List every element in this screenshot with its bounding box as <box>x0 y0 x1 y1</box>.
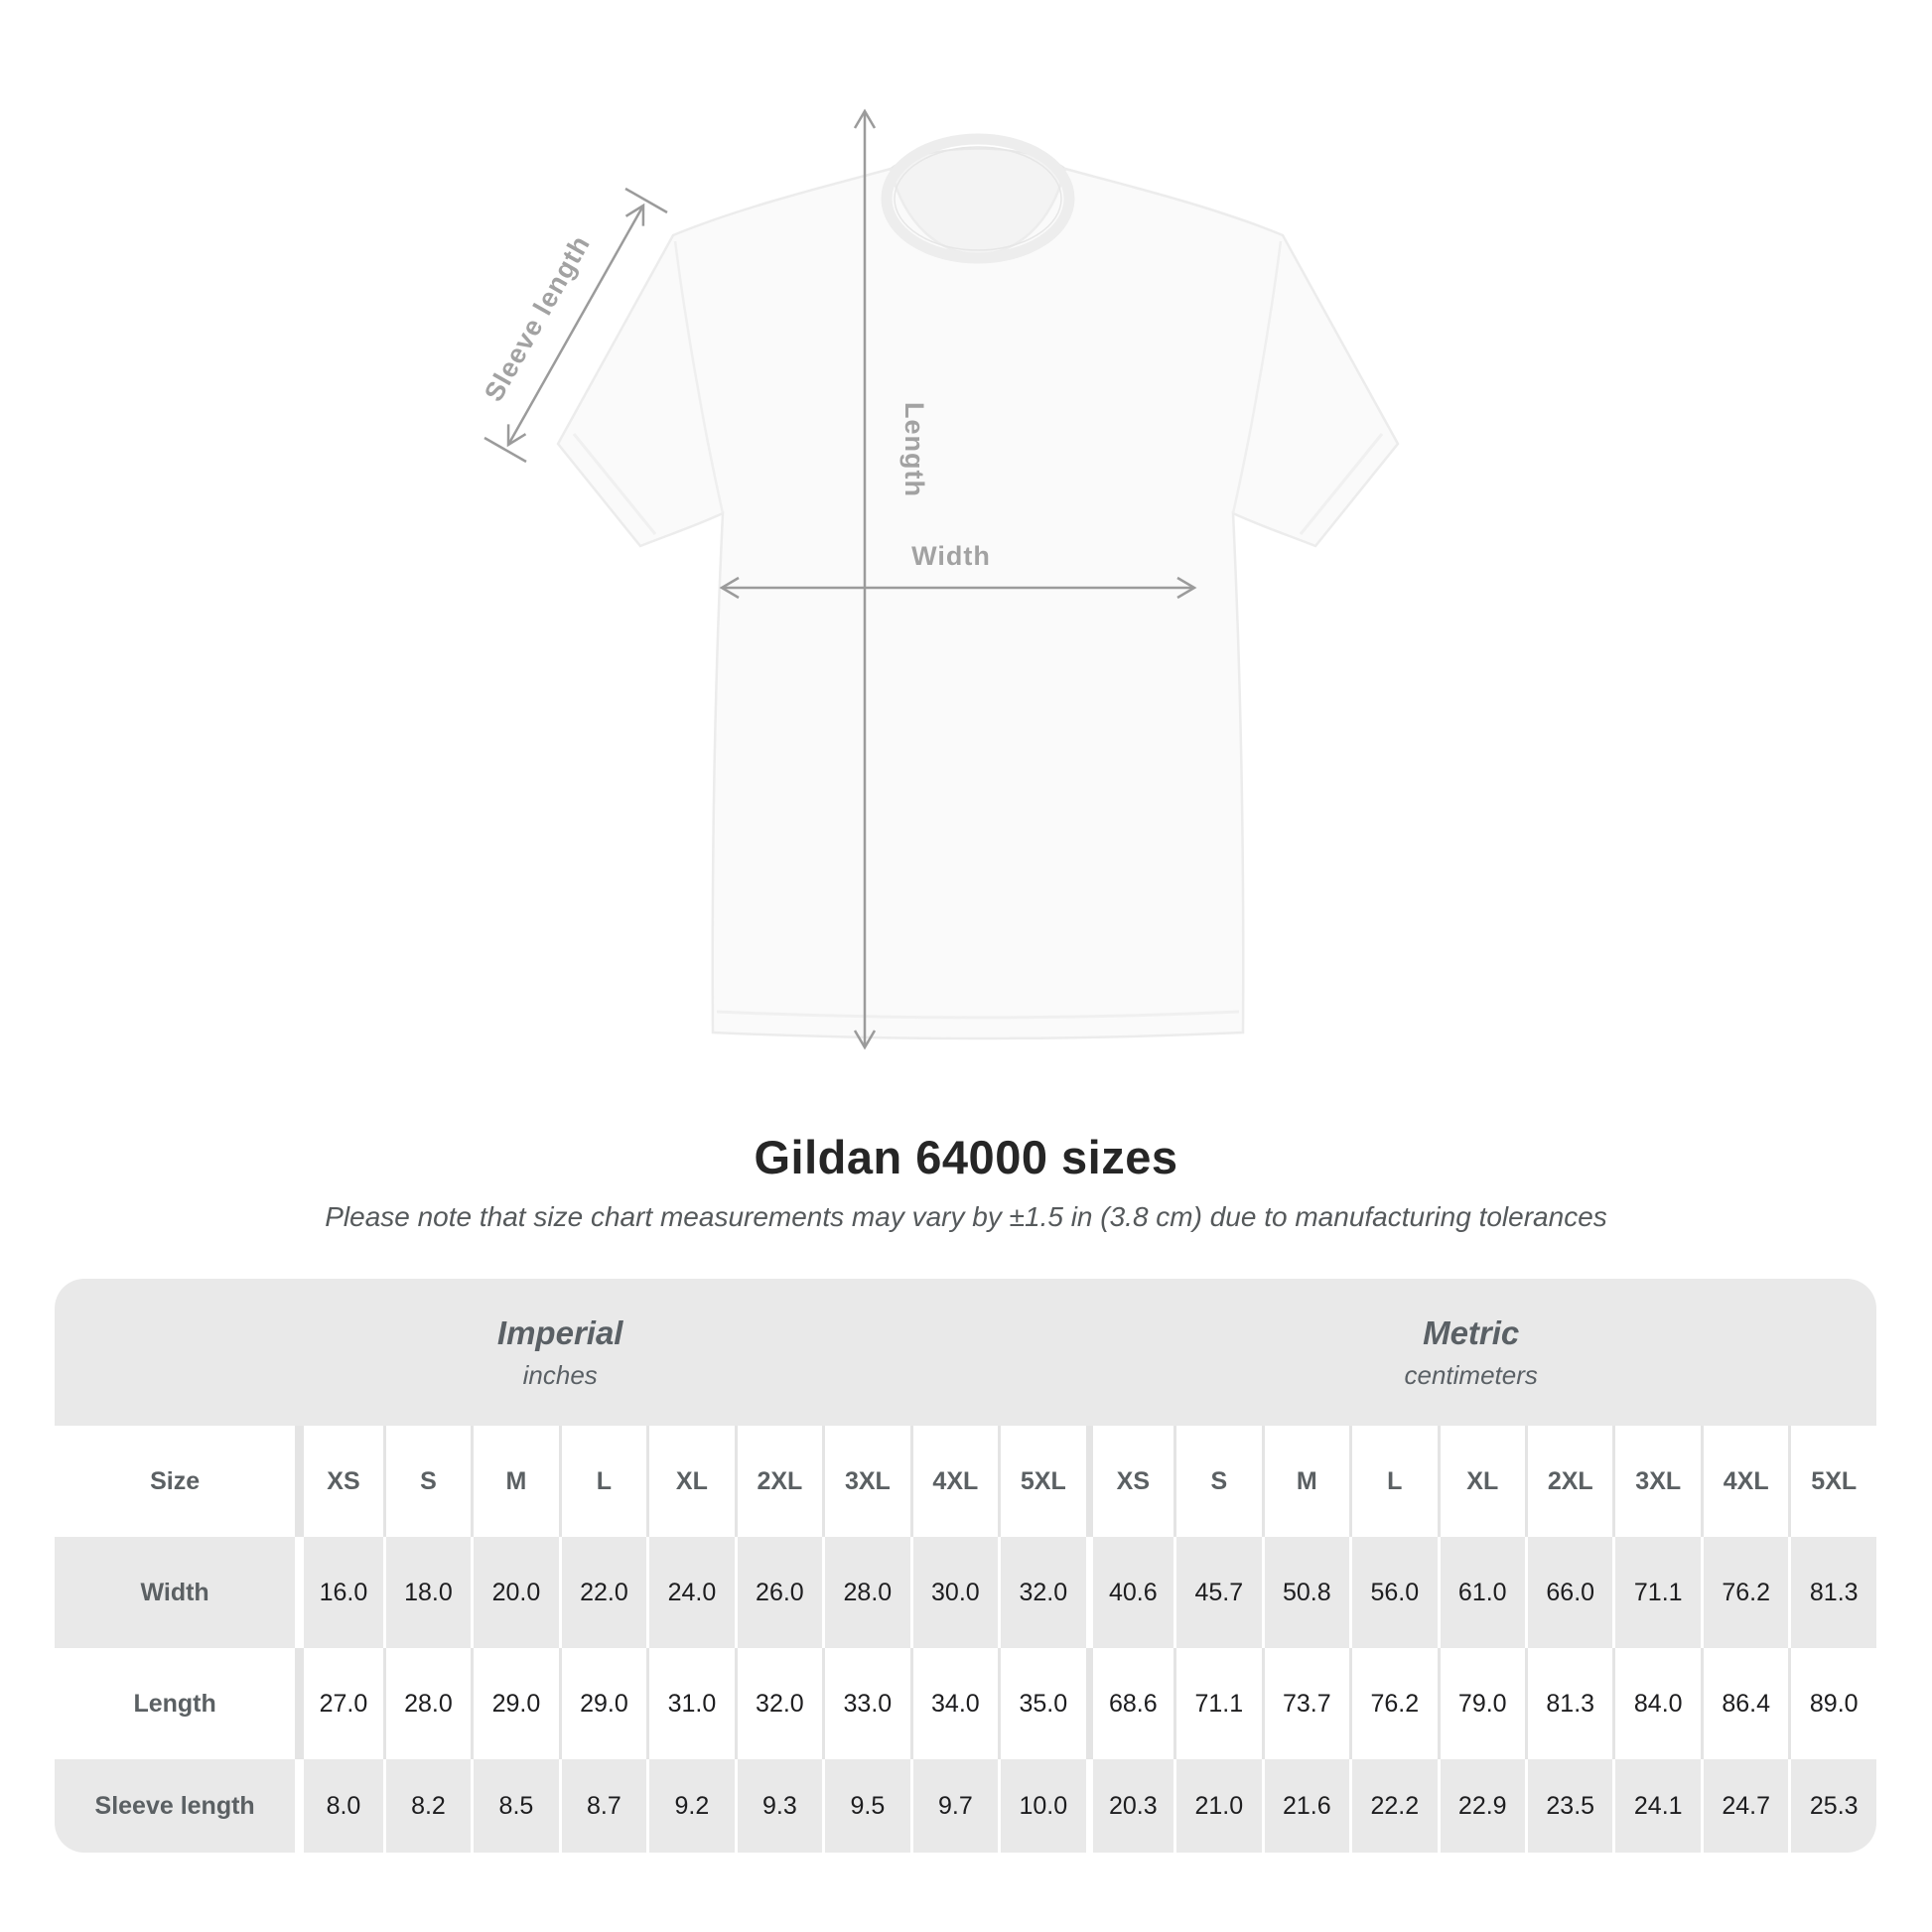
row-label: Length <box>55 1648 295 1759</box>
metric-value-cell: 24.7 <box>1701 1759 1788 1853</box>
size-col-header: M <box>471 1426 558 1537</box>
metric-value-cell: 81.3 <box>1788 1537 1876 1648</box>
metric-value-cell: 24.1 <box>1612 1759 1700 1853</box>
imperial-group-title: Imperial <box>496 1313 623 1351</box>
imperial-value-cell: 26.0 <box>735 1537 822 1648</box>
tolerance-note: Please note that size chart measurements may vary by ±1.5 in (3.8 cm) due to manufacturing tolerances <box>325 1201 1607 1232</box>
imperial-value-cell: 30.0 <box>910 1537 998 1648</box>
imperial-value-cell: 16.0 <box>295 1537 382 1648</box>
size-col-header: XS <box>1086 1426 1173 1537</box>
imperial-group-unit: inches <box>522 1359 598 1390</box>
size-header-row <box>55 1426 1876 1537</box>
imperial-value-cell: 28.0 <box>822 1537 909 1648</box>
metric-value-cell: 71.1 <box>1612 1537 1700 1648</box>
metric-value-cell: 23.5 <box>1525 1759 1612 1853</box>
table-row <box>55 1537 1876 1648</box>
imperial-value-cell: 27.0 <box>295 1648 382 1759</box>
size-col-header: 5XL <box>998 1426 1085 1537</box>
imperial-value-cell: 8.5 <box>471 1759 558 1853</box>
metric-value-cell: 76.2 <box>1701 1537 1788 1648</box>
size-col-header: L <box>559 1426 646 1537</box>
metric-value-cell: 71.1 <box>1173 1648 1261 1759</box>
metric-value-cell: 61.0 <box>1438 1537 1525 1648</box>
imperial-value-cell: 9.3 <box>735 1759 822 1853</box>
metric-group-title: Metric <box>1423 1313 1520 1351</box>
imperial-value-cell: 29.0 <box>559 1648 646 1759</box>
size-col-header: 2XL <box>735 1426 822 1537</box>
metric-value-cell: 79.0 <box>1438 1648 1525 1759</box>
imperial-value-cell: 9.2 <box>646 1759 734 1853</box>
table-row <box>55 1648 1876 1759</box>
metric-value-cell: 56.0 <box>1349 1537 1437 1648</box>
imperial-value-cell: 32.0 <box>998 1537 1085 1648</box>
size-col-header: 4XL <box>910 1426 998 1537</box>
imperial-value-cell: 24.0 <box>646 1537 734 1648</box>
imperial-group-header <box>55 1279 1065 1426</box>
row-label: Sleeve length <box>55 1759 295 1853</box>
imperial-value-cell: 10.0 <box>998 1759 1085 1853</box>
sleeve-length-label: Sleeve length <box>479 229 597 407</box>
size-col-header: L <box>1349 1426 1437 1537</box>
metric-value-cell: 81.3 <box>1525 1648 1612 1759</box>
tshirt-measurement-diagram <box>417 84 1529 1077</box>
size-col-header: S <box>1173 1426 1261 1537</box>
metric-value-cell: 76.2 <box>1349 1648 1437 1759</box>
metric-value-cell: 21.6 <box>1262 1759 1349 1853</box>
imperial-value-cell: 8.2 <box>383 1759 471 1853</box>
metric-value-cell: 86.4 <box>1701 1648 1788 1759</box>
imperial-value-cell: 32.0 <box>735 1648 822 1759</box>
imperial-value-cell: 33.0 <box>822 1648 909 1759</box>
imperial-value-cell: 20.0 <box>471 1537 558 1648</box>
imperial-value-cell: 28.0 <box>383 1648 471 1759</box>
metric-value-cell: 68.6 <box>1086 1648 1173 1759</box>
size-chart-table <box>55 1426 1876 1853</box>
imperial-value-cell: 22.0 <box>559 1537 646 1648</box>
metric-value-cell: 50.8 <box>1262 1537 1349 1648</box>
size-col-header: 2XL <box>1525 1426 1612 1537</box>
metric-value-cell: 66.0 <box>1525 1537 1612 1648</box>
metric-group-unit: centimeters <box>1404 1359 1538 1390</box>
size-col-header: XS <box>295 1426 382 1537</box>
size-col-header: S <box>383 1426 471 1537</box>
size-table <box>55 1279 1876 1853</box>
length-label: Length <box>899 402 929 497</box>
imperial-value-cell: 35.0 <box>998 1648 1085 1759</box>
imperial-value-cell: 9.5 <box>822 1759 909 1853</box>
table-row <box>55 1759 1876 1853</box>
metric-value-cell: 73.7 <box>1262 1648 1349 1759</box>
imperial-value-cell: 9.7 <box>910 1759 998 1853</box>
metric-value-cell: 20.3 <box>1086 1759 1173 1853</box>
metric-value-cell: 25.3 <box>1788 1759 1876 1853</box>
size-col-header: 3XL <box>822 1426 909 1537</box>
imperial-value-cell: 18.0 <box>383 1537 471 1648</box>
size-col-header: 4XL <box>1701 1426 1788 1537</box>
tshirt-figure <box>417 84 1529 1077</box>
metric-value-cell: 21.0 <box>1173 1759 1261 1853</box>
metric-value-cell: 22.2 <box>1349 1759 1437 1853</box>
metric-value-cell: 40.6 <box>1086 1537 1173 1648</box>
size-col-header: XL <box>646 1426 734 1537</box>
metric-value-cell: 89.0 <box>1788 1648 1876 1759</box>
metric-group-header <box>1065 1279 1876 1426</box>
imperial-value-cell: 29.0 <box>471 1648 558 1759</box>
imperial-value-cell: 34.0 <box>910 1648 998 1759</box>
size-col-header: 5XL <box>1788 1426 1876 1537</box>
size-col-header: XL <box>1438 1426 1525 1537</box>
size-col-header: 3XL <box>1612 1426 1700 1537</box>
imperial-value-cell: 8.0 <box>295 1759 382 1853</box>
unit-header-band <box>55 1279 1876 1426</box>
page-title: Gildan 64000 sizes <box>754 1131 1178 1183</box>
metric-value-cell: 84.0 <box>1612 1648 1700 1759</box>
width-label: Width <box>911 541 991 571</box>
size-col-header: M <box>1262 1426 1349 1537</box>
imperial-value-cell: 8.7 <box>559 1759 646 1853</box>
metric-value-cell: 22.9 <box>1438 1759 1525 1853</box>
imperial-value-cell: 31.0 <box>646 1648 734 1759</box>
row-label: Width <box>55 1537 295 1648</box>
size-header-label: Size <box>55 1426 295 1537</box>
metric-value-cell: 45.7 <box>1173 1537 1261 1648</box>
